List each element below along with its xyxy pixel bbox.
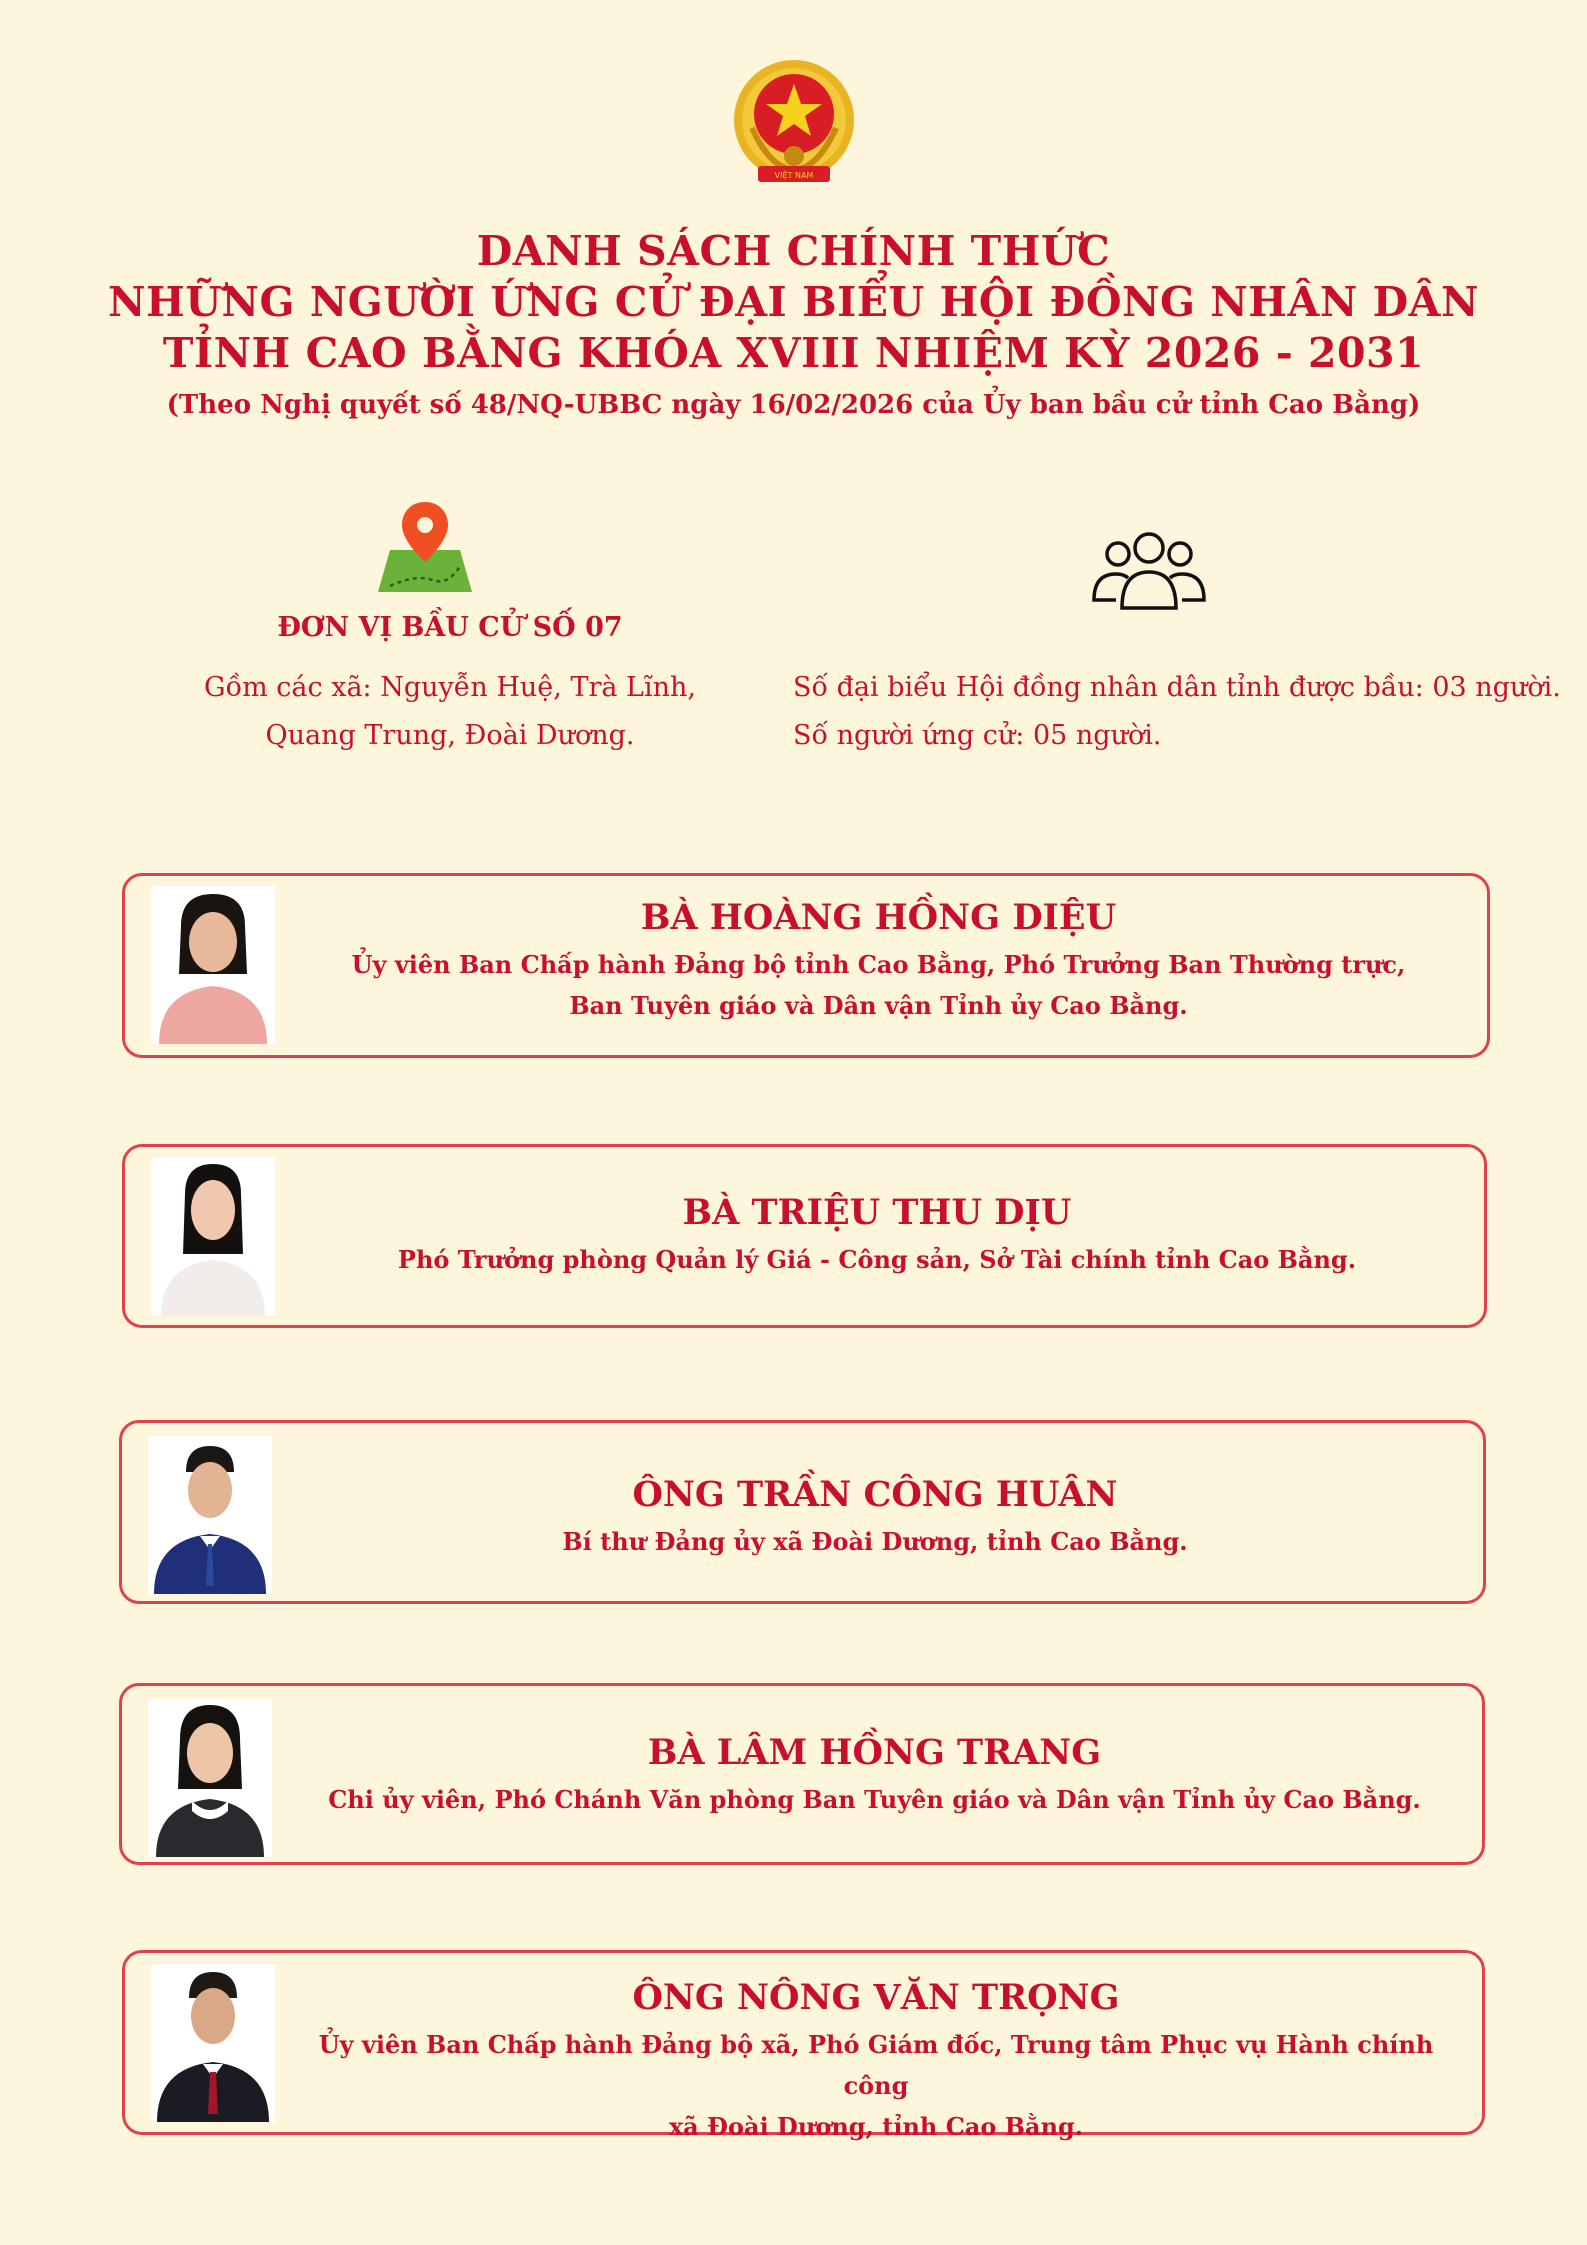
candidate-name: BÀ LÂM HỒNG TRANG (647, 1732, 1102, 1773)
page-title-line-2: NHỮNG NGƯỜI ỨNG CỬ ĐẠI BIỂU HỘI ĐỒNG NHÂN DÂN (108, 278, 1479, 326)
election-stats (793, 664, 1561, 760)
candidate-role (297, 1521, 1453, 1562)
unit-desc-line-2: Quang Trung, Đoài Dương. (265, 720, 635, 751)
page-title-line-1: DANH SÁCH CHÍNH THỨC (476, 227, 1111, 275)
candidate-role (300, 944, 1457, 1026)
candidate-photo (151, 1158, 275, 1316)
candidate-photo (148, 1699, 272, 1857)
electoral-unit-title: ĐƠN VỊ BẦU CỬ SỐ 07 (277, 612, 623, 643)
candidate-name: BÀ HOÀNG HỒNG DIỆU (640, 897, 1117, 938)
candidate-name: ÔNG NÔNG VĂN TRỌNG (632, 1977, 1120, 2018)
unit-desc-line-1: Gồm các xã: Nguyễn Huệ, Trà Lĩnh, (204, 672, 696, 703)
candidate-role-line-1: Ủy viên Ban Chấp hành Đảng bộ tỉnh Cao Bằng, Phó Trưởng Ban Thường trực, (351, 950, 1406, 979)
national-emblem-icon (730, 58, 858, 192)
candidate-card (122, 1144, 1487, 1328)
candidate-role-line-2: Ban Tuyên giáo và Dân vận Tỉnh ủy Cao Bằng. (569, 991, 1188, 1020)
candidate-card (122, 1950, 1485, 2141)
map-pin-icon (376, 500, 474, 594)
candidate-photo (151, 886, 275, 1044)
candidate-name: BÀ TRIỆU THU DỊU (682, 1192, 1072, 1233)
candidate-role-line-1: Chi ủy viên, Phó Chánh Văn phòng Ban Tuyên giáo và Dân vận Tỉnh ủy Cao Bằng. (328, 1785, 1421, 1814)
stats-line-2: Số người ứng cử: 05 người. (793, 720, 1162, 751)
candidate-card (119, 1683, 1485, 1865)
candidate-role (300, 1239, 1454, 1280)
candidate-photo (148, 1436, 272, 1594)
page-title-line-3: TỈNH CAO BẰNG KHÓA XVIII NHIỆM KỲ 2026 - 2031 (162, 329, 1425, 377)
stats-line-1: Số đại biểu Hội đồng nhân dân tỉnh được bầu: 03 người. (793, 672, 1561, 703)
emblem-ribbon-text: VIỆT NAM (774, 171, 814, 180)
page-subtitle: (Theo Nghị quyết số 48/NQ-UBBC ngày 16/02/2026 của Ủy ban bầu cử tỉnh Cao Bằng) (166, 390, 1421, 420)
people-group-icon (1090, 530, 1208, 612)
electoral-unit-description (180, 664, 720, 760)
candidate-role (297, 1779, 1452, 1820)
candidate-name: ÔNG TRẦN CÔNG HUÂN (632, 1474, 1118, 1515)
candidate-role-line-1: Phó Trưởng phòng Quản lý Giá - Công sản, Sở Tài chính tỉnh Cao Bằng. (397, 1245, 1357, 1274)
candidate-card (122, 873, 1490, 1058)
candidate-role-line-1: Ủy viên Ban Chấp hành Đảng bộ xã, Phó Giám đốc, Trung tâm Phục vụ Hành chính công (318, 2030, 1434, 2100)
candidate-role-line-1: Bí thư Đảng ủy xã Đoài Dương, tỉnh Cao Bằng. (562, 1527, 1188, 1556)
candidate-role-line-2: xã Đoài Dương, tỉnh Cao Bằng. (668, 2112, 1084, 2141)
candidate-card (119, 1420, 1486, 1604)
candidate-role (300, 2024, 1452, 2147)
candidate-photo (151, 1964, 275, 2122)
